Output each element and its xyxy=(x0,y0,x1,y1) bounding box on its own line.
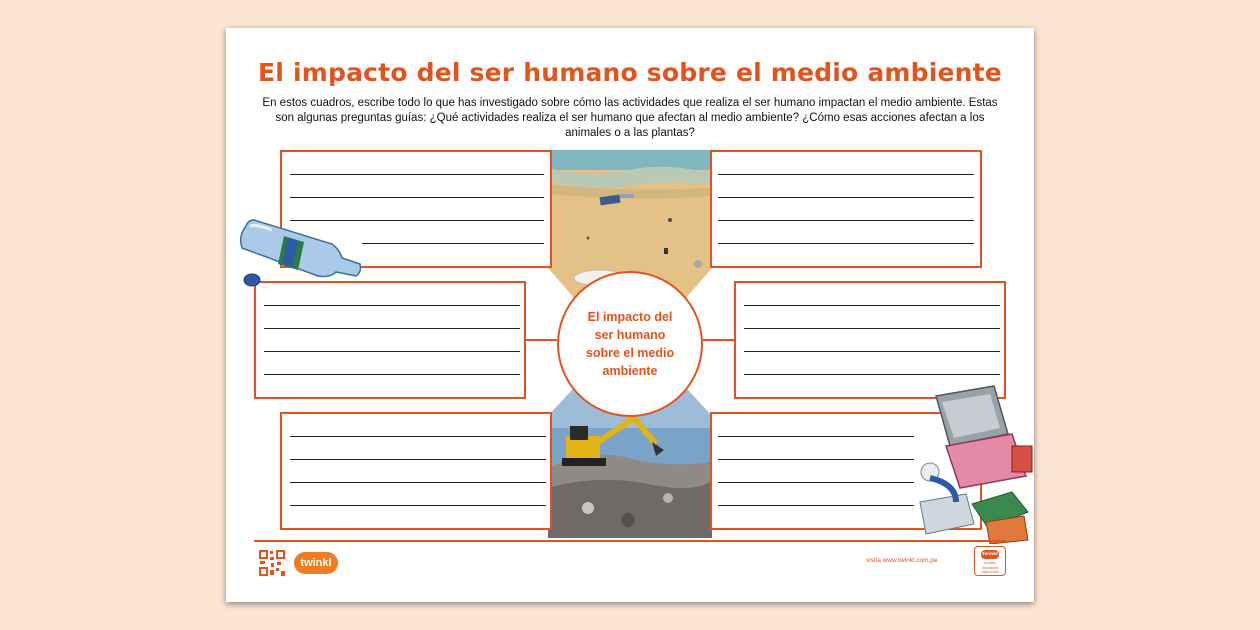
writing-box-middle-left[interactable] xyxy=(254,281,526,399)
writing-box-bottom-left[interactable] xyxy=(280,412,552,530)
worksheet xyxy=(226,28,1034,602)
writing-line xyxy=(362,243,544,244)
writing-line xyxy=(718,220,974,221)
writing-line xyxy=(718,459,914,460)
instructions-text: En estos cuadros, escribe todo lo que has investigado sobre cómo las actividades que realiza el ser humano impactan el medio ambiente. Estas son algunas preguntas guías: ¿Qué actividades realiza el ser humano que afectan al medio ambiente? ¿Cómo esas acciones afectan a los animales o a las plantas? xyxy=(262,97,998,139)
writing-line xyxy=(290,197,544,198)
writing-line xyxy=(718,505,914,506)
twinkl-logo[interactable]: twinkl xyxy=(294,552,338,574)
page-title: El impacto del ser humano sobre el medio ambiente xyxy=(258,58,1002,87)
connector-left xyxy=(526,339,557,341)
writing-line xyxy=(290,505,546,506)
writing-line xyxy=(744,328,1000,329)
qr-code-icon xyxy=(258,549,286,577)
writing-line xyxy=(290,436,546,437)
center-topic-circle xyxy=(557,271,703,417)
writing-line xyxy=(718,174,974,175)
footer-rule xyxy=(254,540,1006,542)
writing-line xyxy=(718,243,974,244)
writing-line xyxy=(264,374,520,375)
writing-line xyxy=(718,436,914,437)
plastic-bottle-illustration xyxy=(232,214,368,294)
writing-line xyxy=(718,482,914,483)
connector-right xyxy=(703,339,734,341)
writing-line xyxy=(744,374,1000,375)
writing-box-middle-right[interactable] xyxy=(734,281,1006,399)
quality-badge-text: Quality Standard Approved xyxy=(981,561,999,574)
writing-line xyxy=(264,305,520,306)
visit-website-link[interactable]: visita www.twinkl.com.pe xyxy=(866,557,938,564)
quality-badge xyxy=(974,546,1006,576)
writing-line xyxy=(744,351,1000,352)
writing-line xyxy=(290,459,546,460)
writing-line xyxy=(290,174,544,175)
writing-line xyxy=(744,305,1000,306)
writing-line xyxy=(718,197,974,198)
center-topic-label: El impacto del ser humano sobre el medio ambiente xyxy=(585,310,675,378)
quality-badge-logo: twinkl xyxy=(982,552,998,557)
writing-line xyxy=(264,351,520,352)
writing-line xyxy=(290,482,546,483)
writing-line xyxy=(264,328,520,329)
trash-pile-illustration xyxy=(916,384,1034,544)
writing-box-top-right[interactable] xyxy=(710,150,982,268)
